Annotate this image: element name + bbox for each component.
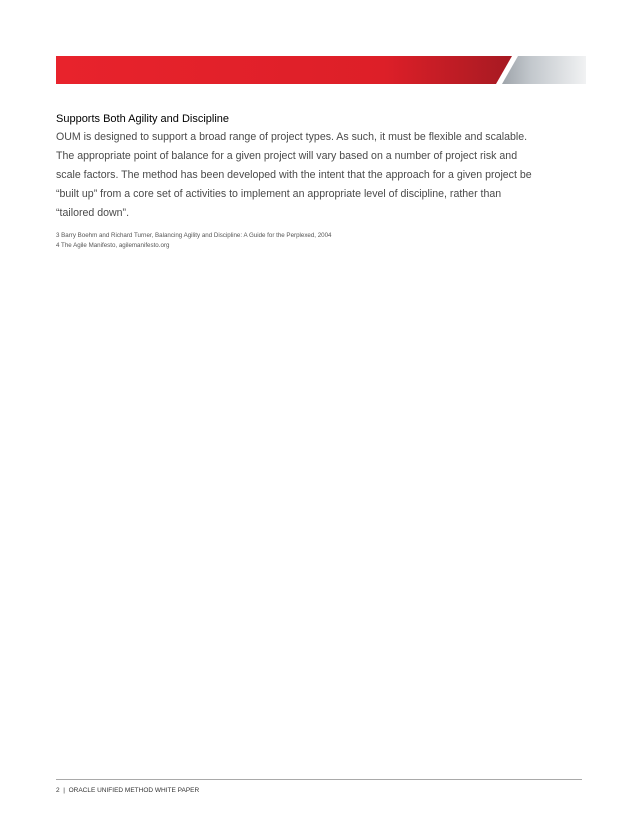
footnote-4: 4 The Agile Manifesto, agilemanifesto.org xyxy=(56,242,170,249)
footer-divider xyxy=(56,779,582,780)
page-footer xyxy=(56,787,199,794)
footnotes xyxy=(56,231,332,251)
body-line: “tailored down”. xyxy=(56,207,130,219)
header-gray-band xyxy=(502,56,586,84)
footer-separator: | xyxy=(63,787,65,794)
header-red-band xyxy=(56,56,512,84)
body-line: scale factors. The method has been developed with the intent that the approach for a given project be xyxy=(56,169,532,181)
page-number: 2 xyxy=(56,787,60,794)
body-paragraph xyxy=(56,128,532,223)
body-line: “built up” from a core set of activities to implement an appropriate level of discipline, rather than xyxy=(56,188,502,200)
section-heading: Supports Both Agility and Discipline xyxy=(56,113,230,125)
body-line: The appropriate point of balance for a given project will vary based on a number of project risk and xyxy=(56,150,518,162)
header-banner xyxy=(56,56,586,84)
header-banner-graphic xyxy=(56,56,586,84)
body-line: OUM is designed to support a broad range of project types. As such, it must be flexible and scalable. xyxy=(56,131,528,143)
footnote-3: 3 Barry Boehm and Richard Turner, Balancing Agility and Discipline: A Guide for the Perplexed, 2004 xyxy=(56,232,332,239)
footer-title: ORACLE UNIFIED METHOD WHITE PAPER xyxy=(68,787,200,794)
